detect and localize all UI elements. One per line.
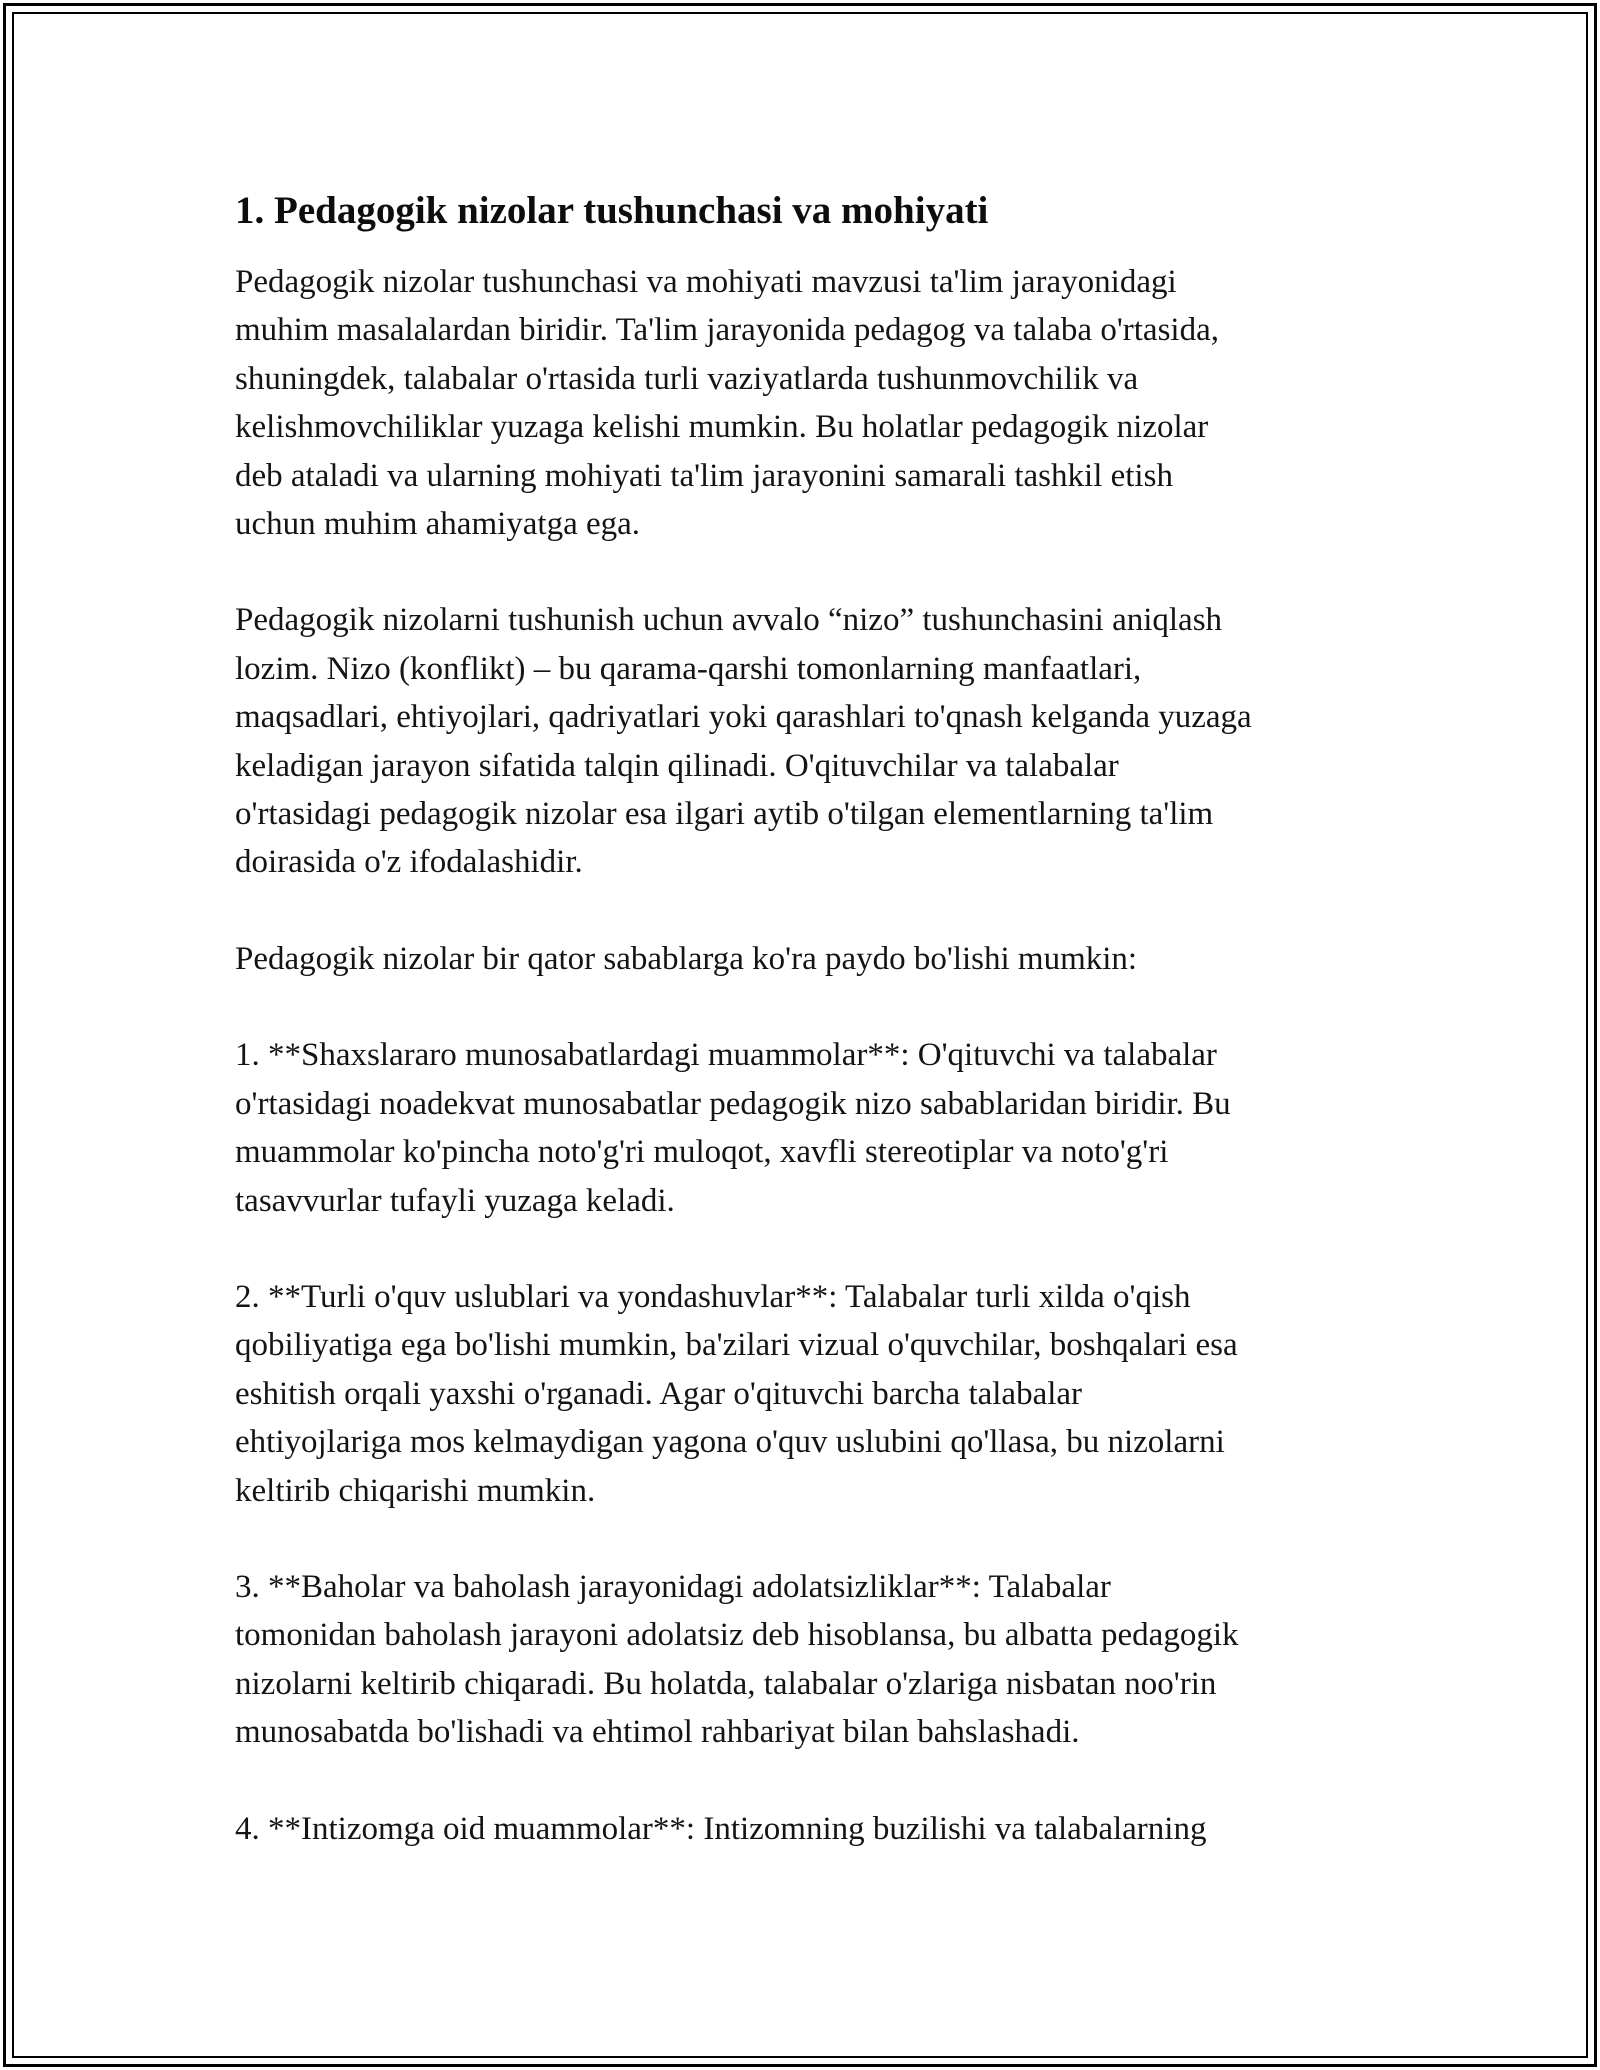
list-item-discipline: 4. **Intizomga oid muammolar**: Intizomning buzilishi va talabalarning [235, 1810, 1207, 1847]
paragraph-gap [235, 1225, 1375, 1273]
paragraph-definition: Pedagogik nizolarni tushunish uchun avvalo “nizo” tushunchasini aniqlash lozim. Nizo (konflikt) – bu qarama-qarshi tomonlarning manfaatlari, maqsadlari, ehtiyojlari, qadriyatlari yoki qarashlari to'qnash kelganda yuzaga keladigan jarayon sifatida talqin qilinadi. O'qituvchilar va talabalar o'rtasidagi pedagogik nizolar esa ilgari aytib o'tilgan elementlarning ta'lim doirasida o'z ifodalashidir. [235, 602, 1252, 881]
paragraph-gap [235, 548, 1375, 596]
paragraph-gap [235, 1515, 1375, 1563]
paragraph-gap [235, 1757, 1375, 1805]
paragraph-causes-intro: Pedagogik nizolar bir qator sabablarga ko'ra paydo bo'lishi mumkin: [235, 940, 1138, 977]
list-item-grading: 3. **Baholar va baholash jarayonidagi adolatsizliklar**: Talabalar tomonidan baholash jarayoni adolatsiz deb hisoblansa, bu albatta pedagogik nizolarni keltirib chiqaradi. Bu holatda, talabalar o'zlariga nisbatan noo'rin munosabatda bo'lishadi va ehtimol rahbariyat bilan bahslashadi. [235, 1568, 1239, 1751]
list-item-learning-styles: 2. **Turli o'quv uslublari va yondashuvlar**: Talabalar turli xilda o'qish qobiliyatiga ega bo'lishi mumkin, ba'zilari vizual o'quvchilar, boshqalari esa eshitish orqali yaxshi o'rganadi. Agar o'qituvchi barcha talabalar ehtiyojlariga mos kelmaydigan yagona o'quv uslubini qo'llasa, bu nizolarni keltirib chiqarishi mumkin. [235, 1278, 1238, 1509]
paragraph-intro: Pedagogik nizolar tushunchasi va mohiyati mavzusi ta'lim jarayonidagi muhim masalalardan biridir. Ta'lim jarayonida pedagog va talaba o'rtasida, shuningdek, talabalar o'rtasida turli vaziyatlarda tushunmovchilik va kelishmovchiliklar yuzaga kelishi mumkin. Bu holatlar pedagogik nizolar deb ataladi va ularning mohiyati ta'lim jarayonini samarali tashkil etish uchun muhim ahamiyatga ega. [235, 264, 1219, 543]
section-heading: 1. Pedagogik nizolar tushunchasi va mohiyati [235, 189, 989, 232]
list-item-interpersonal: 1. **Shaxslararo munosabatlardagi muammolar**: O'qituvchi va talabalar o'rtasidagi noadekvat munosabatlar pedagogik nizo sabablaridan biridir. Bu muammolar ko'pincha noto'g'ri muloqot, xavfli stereotiplar va noto'g'ri tasavvurlar tufayli yuzaga keladi. [235, 1037, 1231, 1219]
document-body [235, 186, 1375, 1853]
paragraph-gap [235, 887, 1375, 935]
paragraph-gap [235, 983, 1375, 1031]
